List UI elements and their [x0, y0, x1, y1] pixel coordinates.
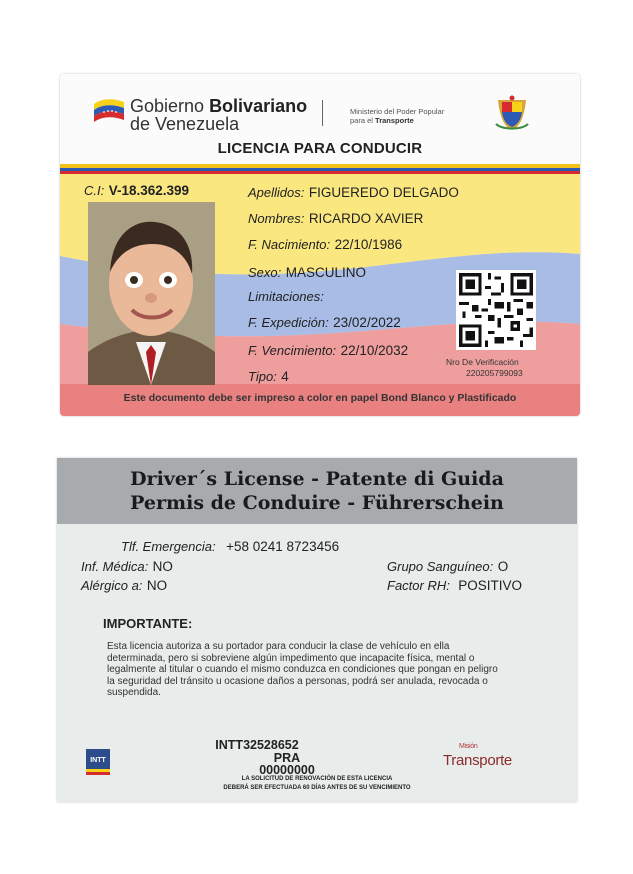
medical-label: Inf. Médica:: [81, 559, 149, 574]
government-name-line2: de Venezuela: [130, 114, 240, 134]
ci-value: V-18.362.399: [108, 183, 190, 198]
sexo-value: MASCULINO: [285, 265, 366, 280]
ci-row: [84, 182, 189, 200]
rh-factor-row: [387, 577, 522, 595]
nacimiento-value: 22/10/1986: [334, 237, 403, 252]
renewal-line2: DEBERÁ SER EFECTUADA 60 DÍAS ANTES DE SU VENCIMIENTO: [223, 785, 411, 791]
intt-code: INTT32528652: [215, 738, 299, 752]
verification-label: Nro De Verificación: [446, 357, 519, 367]
blood-type-label: Grupo Sanguíneo:: [387, 559, 494, 574]
vencimiento-row: [248, 342, 408, 360]
holder-photo: [88, 202, 215, 385]
government-name-line1: Gobierno Bolivariano: [130, 96, 308, 116]
allergic-row: [81, 577, 167, 595]
apellidos-label: Apellidos:: [248, 185, 305, 200]
expedicion-value: 23/02/2022: [333, 315, 401, 330]
limitaciones-row: [248, 288, 324, 306]
intt-logo-text: INTT: [90, 757, 106, 764]
emergency-value: +58 0241 8723456: [226, 539, 340, 554]
nacimiento-row: [248, 236, 402, 254]
ministry-name: Ministerio del Poder Popular para el Transporte: [350, 107, 445, 125]
ci-label: C.I:: [84, 183, 105, 198]
back-title-line1: Driver´s License - Patente di Guida: [130, 468, 504, 490]
emergency-label: Tlf. Emergencia:: [121, 539, 216, 554]
license-title: LICENCIA PARA CONDUCIR: [217, 140, 423, 157]
nombres-label: Nombres:: [248, 211, 305, 226]
pra-code: PRA: [273, 751, 301, 765]
coat-of-arms-icon: [494, 94, 530, 132]
expedicion-label: F. Expedición:: [248, 315, 329, 330]
emergency-row: [121, 538, 339, 556]
rh-factor-label: Factor RH:: [387, 578, 450, 593]
expedicion-row: [248, 314, 401, 332]
nombres-value: RICARDO XAVIER: [308, 211, 424, 226]
rh-factor-value: POSITIVO: [458, 578, 523, 593]
tipo-label: Tipo:: [248, 369, 277, 384]
medical-row: [81, 558, 173, 576]
holder-portrait-image: [88, 202, 215, 385]
blood-type-row: [387, 558, 508, 576]
mision-transporte-logo: [443, 743, 512, 769]
nombres-row: [248, 210, 423, 228]
intt-logo: [85, 748, 111, 782]
allergic-label: Alérgico a:: [81, 578, 143, 593]
renewal-line1: LA SOLICITUD DE RENOVACIÓN DE ESTA LICENCIA: [241, 776, 393, 782]
zero-code: 00000000: [259, 763, 315, 777]
tipo-value: 4: [281, 369, 289, 384]
tipo-row: [248, 368, 289, 386]
verification-number: 220205799093: [466, 368, 523, 378]
allergic-value: NO: [146, 578, 168, 593]
medical-value: NO: [152, 559, 173, 574]
license-front-card: [60, 74, 580, 416]
verification-qr-code: [456, 270, 536, 350]
vencimiento-label: F. Vencimiento:: [248, 343, 337, 358]
back-title-line2: Permis de Conduire - Führerschein: [130, 492, 504, 514]
vencimiento-value: 22/10/2032: [340, 343, 409, 358]
header-divider: [322, 100, 323, 126]
mision-small-text: Misión: [459, 743, 478, 750]
sexo-label: Sexo:: [248, 265, 282, 280]
blood-type-value: O: [497, 559, 509, 574]
intt-logo-icon: [85, 748, 111, 782]
sexo-row: [248, 264, 366, 282]
venezuela-flag-icon: [92, 96, 126, 122]
limitaciones-label: Limitaciones:: [248, 289, 324, 304]
apellidos-row: [248, 184, 459, 202]
apellidos-value: FIGUEREDO DELGADO: [308, 185, 459, 200]
license-back-card: [57, 458, 577, 802]
print-instructions: Este documento debe ser impreso a color en papel Bond Blanco y Plastificado: [123, 392, 517, 404]
mision-big-text: Transporte: [443, 752, 512, 769]
important-heading: IMPORTANTE:: [103, 616, 193, 631]
nacimiento-label: F. Nacimiento:: [248, 237, 331, 252]
important-text: Esta licencia autoriza a su portador para conducir la clase de vehículo en ella determinada, pero si sobreviene algún impedimento que incapacite física, mental o legalmente al titular o cuando el mismo conduzca en condiciones que pongan en peligro la seguridad del tránsito u ocasione daños a personas, podrá ser anulada, revocada o suspendida.: [107, 641, 498, 698]
